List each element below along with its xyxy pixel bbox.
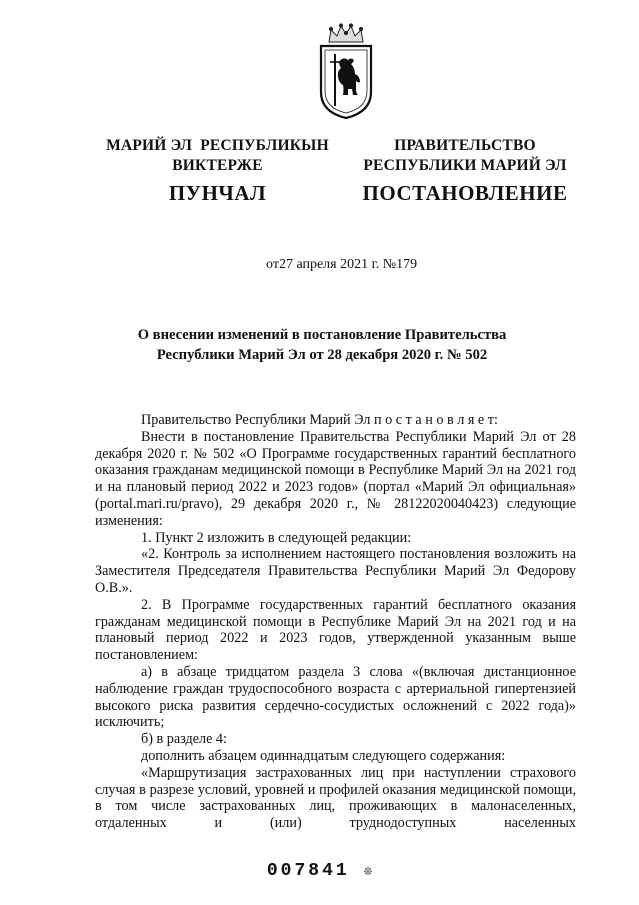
serial-number: 007841 bbox=[266, 861, 350, 881]
title-line2: Республики Марий Эл от 28 декабря 2020 г. № 502 bbox=[156, 347, 488, 363]
title-line1: О внесении изменений в постановление Правительства bbox=[137, 327, 507, 343]
document-number: 179 bbox=[396, 257, 418, 272]
header-right-line2: РЕСПУБЛИКИ МАРИЙ ЭЛ bbox=[363, 157, 567, 174]
header-left bbox=[95, 136, 340, 205]
paragraph: «Маршрутизация застрахованных лиц при наступлении страхового случая в разрезе условий, уровней и профилей оказания медицинской помощи, в том числе застрахованных лиц, проживающих в малонаселенных, отдаленных и (или) труднодоступных населенных bbox=[95, 764, 576, 832]
header-right-doc-type: ПОСТАНОВЛЕНИЕ bbox=[362, 181, 568, 205]
header-left-line2: ВИКТЕРЖЕ bbox=[172, 157, 263, 174]
paragraph: 2. В Программе государственных гарантий бесплатного оказания гражданам медицинской помощи в Республике Марий Эл на 2021 год и на плановый период 2022 и 2023 годов, утвержденной указанным выше постановлением: bbox=[95, 596, 576, 664]
header-right bbox=[350, 136, 580, 205]
paragraph: Внести в постановление Правительства Республики Марий Эл от 28 декабря 2020 г. № 502 «О Программе государственных гарантий бесплатного оказания гражданам медицинской помощи в Республике Марий Эл на 2021 год и на плановый период 2022 и 2023 годов» (портал «Марий Эл официальная» (portal.mari.ru/pravo), 29 декабря 2020 г., № 28122020040423) следующие изменения: bbox=[95, 428, 576, 529]
paragraph: «2. Контроль за исполнением настоящего постановления возложить на Заместителя Председателя Правительства Республики Марий Эл Федорову О.В.». bbox=[95, 546, 576, 596]
date-prefix: от bbox=[266, 257, 279, 272]
document-date: 27 апреля 2021 г. bbox=[278, 257, 380, 272]
paragraph: б) в разделе 4: bbox=[141, 731, 227, 748]
body-text bbox=[95, 412, 576, 832]
date-line bbox=[220, 257, 480, 273]
paragraph: дополнить абзацем одиннадцатым следующего содержания: bbox=[141, 747, 506, 764]
header-right-line1: ПРАВИТЕЛЬСТВО bbox=[394, 137, 536, 154]
number-prefix: № bbox=[382, 257, 397, 272]
coat-of-arms-icon bbox=[317, 22, 375, 120]
header-left-line1: МАРИЙ ЭЛ РЕСПУБЛИКЫН bbox=[106, 137, 329, 154]
paragraph: 1. Пункт 2 изложить в следующей редакции: bbox=[141, 529, 412, 546]
paragraph: Правительство Республики Марий Эл п о с т а н о в л я е т: bbox=[141, 412, 498, 428]
footer bbox=[0, 861, 639, 881]
ornament-mark: ❊ bbox=[363, 864, 373, 880]
paragraph: а) в абзаце тридцатом раздела 3 слова «(включая дистанционное наблюдение граждан трудоспособного возраста с артериальной гипертензией высокого риска развития сердечно-сосудистых осложнений с 2022 года)» исключить; bbox=[95, 663, 576, 731]
document-title bbox=[95, 325, 549, 365]
header-left-doc-type: ПУНЧАЛ bbox=[168, 181, 267, 205]
